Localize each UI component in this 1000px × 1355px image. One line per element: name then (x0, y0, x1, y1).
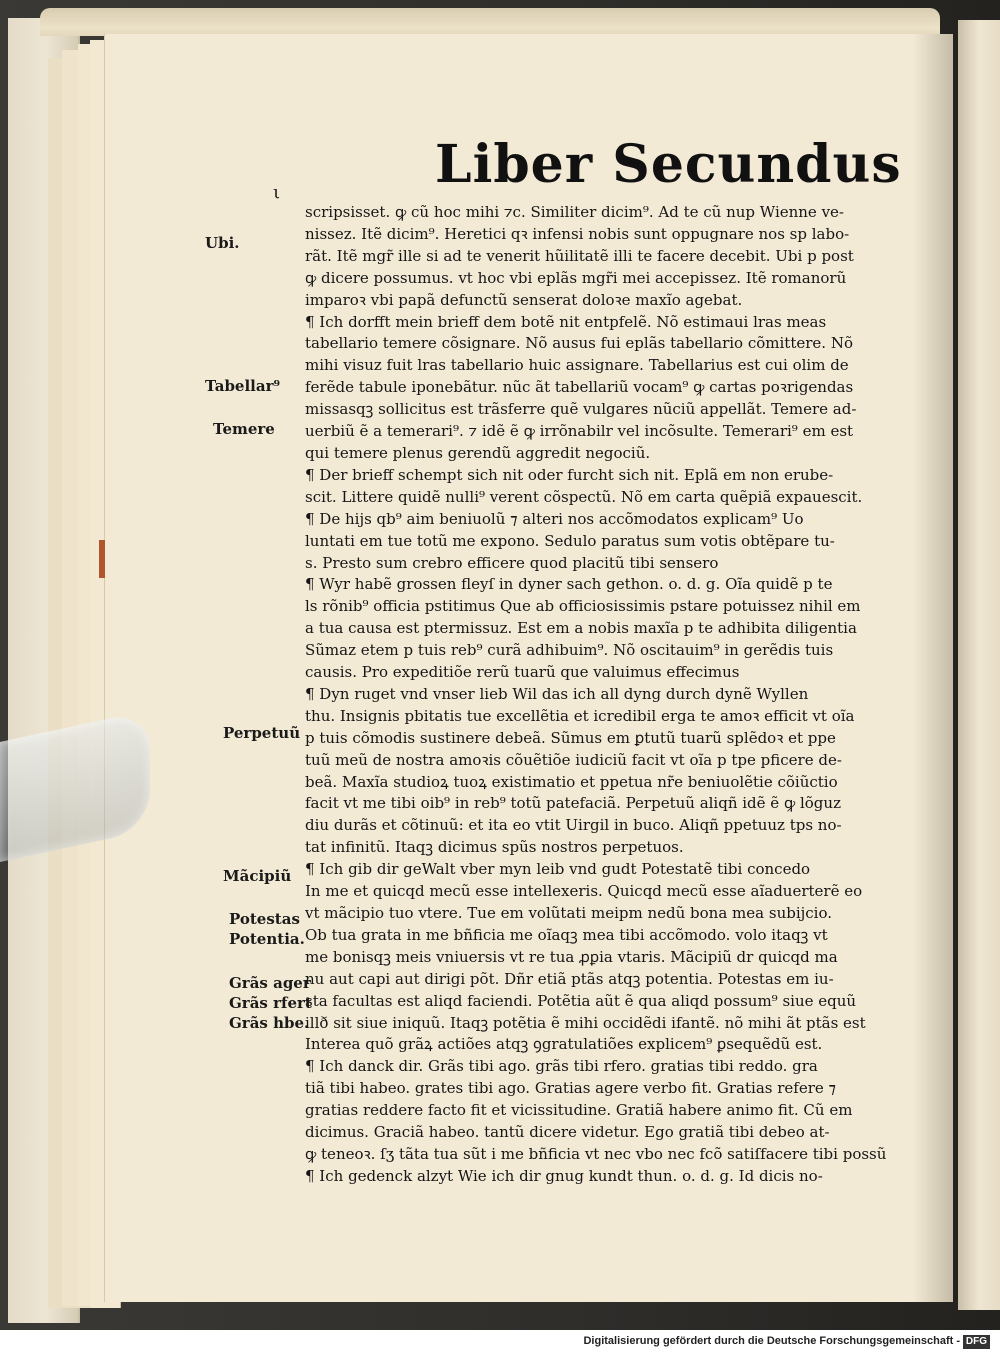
dfg-logo: DFG (963, 1335, 990, 1349)
margin-note-tabellarius: Tabellar⁹ (205, 377, 281, 395)
text-line: Interea quõ grãꝝ actiões atqꝫ ꝯgratulatiões explicem⁹ ꝑsequẽdũ est. (305, 1035, 823, 1054)
text-line: ¶ Ich danck dir. Grãs tibi ago. grãs tibi rfero. gratias tibi reddo. gra (305, 1057, 818, 1076)
text-line: ¶ Ich dorfft mein brieff dem botẽ nit entpfelẽ. Nõ estimaui lras meas (305, 312, 827, 331)
text-line: ¶ De hijs qb⁹ aim beniuolũ ⁊ alteri nos accõmodatos explicam⁹ Uo (305, 509, 804, 528)
text-line: ferẽde tabule iponebãtur. nũc ãt tabellariũ vocam⁹ ꝙ cartas poꝛrigendas (305, 378, 854, 397)
text-line: diu durãs et cõtinuũ: et ita eo vtit Uirgil in buco. Aliqñ ppetuuz tps no- (305, 816, 842, 835)
text-line: gratias reddere facto fit et vicissitudine. Gratiã habere animo fit. Cũ em (305, 1101, 853, 1120)
text-line: nu aut capi aut dirigi põt. Dñr etiã ptãs atqꝫ potentia. Potestas em iu- (305, 969, 834, 988)
text-line: vt mãcipio tuo vtere. Tue em volũtati meipm nedũ bona mea subijcio. (305, 904, 833, 922)
margin-note-gras-ager: Grãs ager (229, 974, 311, 992)
text-line: In me et quicqd mecũ esse intellexeris. Quicqd mecũ esse aĩaduerterẽ eo (305, 882, 863, 901)
funding-credit: Digitalisierung gefördert durch die Deutsche Forschungsgemeinschaft - (583, 1335, 960, 1347)
text-line: thu. Insignis pbitatis tue excellẽtia et icredibil erga te amoꝛ efficit vt oĩa (305, 706, 855, 725)
margin-note-potestas: Potestas (229, 910, 300, 928)
text-line: qui temere plenus gerendũ aggredit negociũ. (305, 443, 651, 462)
text-line: p tuis cõmodis sustinere debeã. Sũmus em ꝑtutũ tuarũ splẽdoꝛ et ppe (305, 728, 836, 747)
text-line: causis. Pro expeditiõe rerũ tuarũ que valuimus effecimus (305, 663, 740, 682)
text-line: ¶ Wyr habẽ grossen fleyſ in dyner sach gethon. o. d. g. Oĩa quidẽ p te (305, 575, 833, 594)
footer-bar (0, 1330, 1000, 1355)
text-line: uerbiũ ẽ a temerari⁹. ⁊ idẽ ẽ ꝙ irrõnabilr vel incõsulte. Temerari⁹ em est (305, 422, 854, 441)
text-line: ꝙ teneoꝛ. ſʒ tãta tua sũt i me bñficia vt nec vbo nec fcõ satiſfacere tibi possũ (305, 1144, 887, 1163)
text-line: ꝙ dicere possumus. vt hoc vbi eplãs mgr̃i mei accepissez. Itẽ romanorũ (305, 268, 847, 287)
margin-note-gras-rfert: Grãs rfert (229, 994, 312, 1012)
page-title: Liber Secundus (435, 134, 902, 195)
text-line: rãt. Itẽ mgr̃ ille si ad te venerit hũilitatẽ illi te facere decebit. Ubi p post (305, 246, 854, 265)
text-line: tabellario temere cõsignare. Nõ ausus fui eplãs tabellario cõmittere. Nõ (305, 334, 853, 353)
text-line: s. Presto sum crebro efficere quod placitũ tibi sensero (305, 553, 719, 572)
text-line: tuũ meũ de nostra amoꝛis cõuẽtiõe iudiciũ facit vt oĩa p tpe pficere de- (305, 750, 842, 769)
page-top-edge (40, 8, 940, 36)
margin-note-mancipium: Mãcipiũ (223, 867, 292, 885)
text-line: luntati em tue totũ me expono. Sedulo paratus sum votis obtẽpare tu- (305, 531, 835, 550)
text-line: illð sit siue iniquũ. Itaqꝫ potẽtia ẽ mihi occidẽdi ifantẽ. nõ mihi ãt ptãs est (305, 1013, 866, 1032)
margin-note-perpetuum: Perpetuũ (223, 724, 301, 742)
text-line: me bonisqꝫ meis vniuersis vt re tua ꝓꝑia vtaris. Mãcipiũ dr quicqd ma (305, 947, 838, 966)
text-line: dicimus. Graciã habeo. tantũ dicere videtur. Ego gratiã tibi debeo at- (305, 1123, 830, 1142)
margin-note-gras-hbe: Grãs hbe. (229, 1014, 310, 1032)
text-line: Sũmaz etem p tuis reb⁹ curã adhibuim⁹. Nõ oscitauim⁹ in gerẽdis tuis (305, 641, 834, 660)
margin-note-ubi: Ubi. (205, 234, 240, 252)
text-line: mihi visuz fuit lras tabellario huic assignare. Tabellarius est cui olim de (305, 356, 849, 375)
text-line: a tua causa est ptermissuz. Est em a nobis maxĩa p te adhibita diligentia (305, 619, 857, 638)
main-text (305, 202, 905, 1188)
gutter-shadow (913, 34, 953, 1302)
text-line: beã. Maxĩa studioꝝ tuoꝝ existimatio et ppetua nr̃e beniuolẽtie cõiũctio (305, 772, 838, 791)
book-page (104, 34, 953, 1302)
text-line: Ob tua grata in me bñficia me oĩaqꝫ mea tibi accõmodo. volo itaqꝫ vt (305, 925, 828, 944)
facing-page-edge (958, 20, 1000, 1310)
text-line: tiã tibi habeo. grates tibi ago. Gratias agere verbo fit. Gratias refere ⁊ (305, 1079, 836, 1098)
text-line: scit. Littere quidẽ nulli⁹ verent cõspectũ. Nõ em carta quẽpiã expauescit. (305, 487, 863, 506)
text-line: tat infinitũ. Itaqꝫ dicimus spũs nostros perpetuos. (305, 838, 684, 857)
margin-note-temere: Temere (213, 420, 275, 438)
red-page-tab (99, 540, 105, 578)
text-line: ¶ Ich gedenck alzyt Wie ich dir gnug kundt thun. o. d. g. Id dicis no- (305, 1166, 823, 1185)
text-line: facit vt me tibi oib⁹ in reb⁹ totũ patefaciã. Perpetuũ aliqñ idẽ ẽ ꝙ lõguz (305, 794, 841, 813)
text-line: ¶ Ich gib dir geWalt vber myn leib vnd gudt Potestatẽ tibi concedo (305, 860, 811, 879)
text-line: sta facultas est aliqd faciendi. Potẽtia aũt ẽ qua aliqd possum⁹ siue equũ (305, 991, 857, 1010)
text-line: missasqꝫ sollicitus est trãsferre quẽ vulgares nũciũ appellãt. Temere ad- (305, 400, 857, 419)
margin-note-potentia: Potentia. (229, 930, 305, 948)
column-marker: ι (273, 182, 281, 203)
text-line: scripsisset. ꝙ cũ hoc mihi ⁊c. Similiter dicim⁹. Ad te cũ nup Wienne ve- (305, 203, 845, 221)
text-line: ls rõnib⁹ officia pstitimus Que ab officiosissimis pstare potuissez nihil em (305, 597, 861, 616)
text-line: ¶ Dyn ruget vnd vnser lieb Wil das ich all dyng durch dynẽ Wyllen (305, 684, 809, 703)
text-line: imparoꝛ vbi papã defunctũ senserat doloꝛe maxĩo agebat. (305, 290, 743, 309)
text-line: nissez. Itẽ dicim⁹. Heretici qꝛ infensi nobis sunt oppugnare nos sp labo- (305, 224, 850, 243)
text-line: ¶ Der brieff schempt sich nit oder furcht sich nit. Eplã em non erube- (305, 465, 834, 484)
